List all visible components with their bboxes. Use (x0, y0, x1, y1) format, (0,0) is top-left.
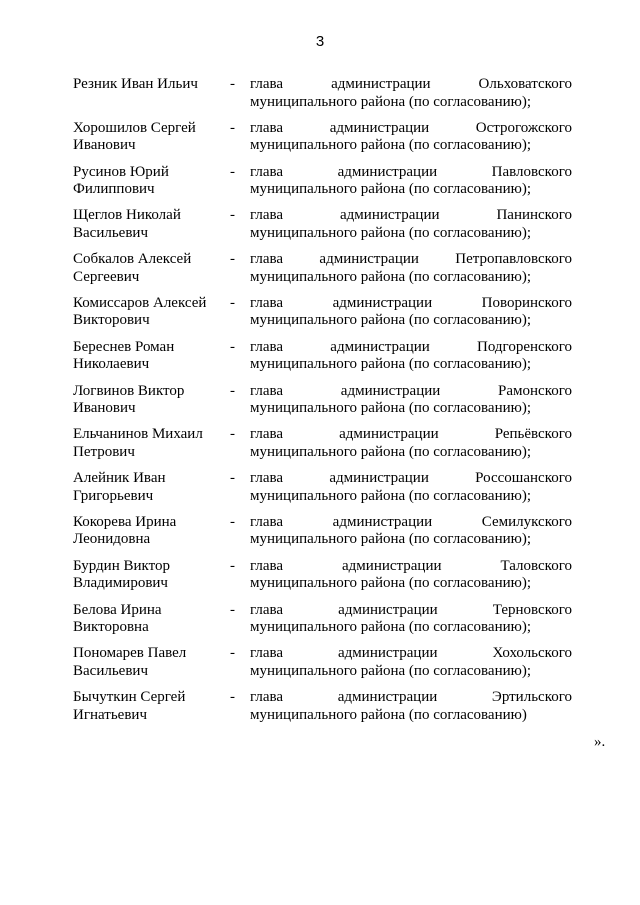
position-word-title: глава (250, 382, 284, 399)
dash-separator: - (230, 163, 235, 180)
position-word-district: Россошанского (475, 470, 572, 487)
member-position (250, 164, 572, 208)
position-word-title: глава (250, 119, 284, 136)
page-number: 3 (315, 33, 325, 50)
dash-separator: - (230, 76, 235, 92)
member-position (250, 251, 572, 295)
dash-separator: - (230, 470, 235, 487)
position-word-administration: администрации (342, 557, 442, 574)
dash-separator: - (230, 426, 235, 443)
position-line-1 (250, 514, 572, 532)
dash-separator: - (230, 338, 235, 355)
position-line-1 (250, 76, 572, 94)
position-word-title: глава (250, 251, 284, 268)
member-name: Ельчанинов Михаил Петрович (73, 426, 203, 460)
member-position (250, 645, 572, 689)
position-line-1 (250, 645, 572, 663)
position-line-2: муниципального района (по согласованию); (250, 181, 532, 198)
position-word-administration: администрации (340, 207, 440, 224)
position-line-1 (250, 339, 572, 357)
position-word-district: Репьёвского (494, 426, 572, 443)
position-line-1 (250, 120, 572, 138)
list-item (73, 339, 573, 383)
member-position (250, 383, 572, 427)
position-word-administration: администрации (338, 601, 438, 618)
member-name: Щеглов Николай Васильевич (73, 207, 181, 241)
position-word-title: глава (250, 76, 284, 92)
position-word-administration: администрации (338, 645, 438, 662)
position-word-title: глава (250, 426, 284, 443)
position-line-1 (250, 164, 572, 182)
member-position (250, 558, 572, 602)
member-name: Бычуткин Сергей Игнатьевич (73, 689, 186, 723)
dash-separator: - (230, 207, 235, 224)
position-word-administration: администрации (332, 513, 433, 530)
position-word-title: глава (250, 601, 284, 618)
dash-separator: - (230, 601, 235, 618)
position-word-district: Подгоренского (477, 338, 572, 355)
position-word-district: Ольховатского (478, 76, 572, 92)
member-name: Резник Иван Ильич (73, 76, 198, 92)
member-name: Алейник Иван Григорьевич (73, 470, 166, 504)
position-word-district: Таловского (500, 557, 572, 574)
position-line-1 (250, 426, 572, 444)
member-name: Русинов Юрий Филиппович (73, 163, 169, 198)
list-item (73, 295, 573, 339)
dash-separator: - (230, 645, 235, 662)
list-item (73, 689, 573, 733)
position-word-title: глава (250, 645, 284, 662)
member-position (250, 602, 572, 646)
member-name: Пономарев Павел Васильевич (73, 645, 187, 679)
position-word-district: Эртильского (491, 689, 572, 706)
position-word-district: Острогожского (475, 119, 572, 136)
position-line-2: муниципального района (по согласованию); (250, 531, 532, 548)
position-word-administration: администрации (337, 689, 438, 706)
closing-quote-mark: ». (594, 734, 606, 750)
list-item (73, 470, 573, 514)
position-line-2: муниципального района (по согласованию); (250, 443, 532, 460)
position-word-title: глава (250, 557, 284, 574)
position-word-district: Петропавловского (455, 251, 572, 268)
position-word-district: Хохольского (492, 645, 572, 662)
position-line-2: муниципального района (по согласованию); (250, 268, 532, 285)
list-item (73, 76, 573, 120)
dash-separator: - (230, 557, 235, 574)
list-item (73, 207, 573, 251)
position-word-district: Павловского (491, 163, 572, 180)
position-word-administration: администрации (330, 338, 430, 355)
position-line-2: муниципального района (по согласованию); (250, 575, 532, 592)
position-line-2: муниципального района (по согласованию); (250, 356, 532, 373)
position-word-title: глава (250, 207, 284, 224)
position-word-district: Поворинского (481, 294, 572, 311)
position-line-1 (250, 383, 572, 401)
dash-separator: - (230, 294, 235, 311)
member-list (73, 76, 573, 733)
list-item (73, 602, 573, 646)
position-line-2: муниципального района (по согласованию); (250, 400, 532, 417)
position-word-administration: администрации (337, 163, 438, 180)
dash-separator: - (230, 382, 235, 399)
member-position (250, 470, 572, 514)
member-position (250, 76, 572, 120)
member-name: Хорошилов Сергей Иванович (73, 119, 196, 154)
member-position (250, 689, 572, 733)
position-line-1 (250, 470, 572, 488)
position-word-district: Семилукского (481, 513, 572, 530)
position-line-2: муниципального района (по согласованию); (250, 619, 532, 636)
position-line-1 (250, 207, 572, 225)
position-word-district: Панинского (496, 207, 572, 224)
member-name: Кокорева Ирина Леонидовна (73, 513, 177, 548)
position-word-title: глава (250, 689, 284, 706)
dash-separator: - (230, 513, 235, 530)
position-word-title: глава (250, 338, 284, 355)
member-position (250, 120, 572, 164)
position-word-administration: администрации (340, 382, 441, 399)
list-item (73, 558, 573, 602)
position-line-1 (250, 295, 572, 313)
list-item (73, 426, 573, 470)
position-line-2: муниципального района (по согласованию); (250, 662, 532, 679)
list-item (73, 164, 573, 208)
position-word-title: глава (250, 163, 284, 180)
member-name: Белова Ирина Викторовна (73, 601, 162, 636)
position-line-2: муниципального района (по согласованию); (250, 312, 532, 329)
member-name: Комиссаров Алексей Викторович (73, 294, 207, 329)
position-word-district: Терновского (492, 601, 572, 618)
list-item (73, 251, 573, 295)
dash-separator: - (230, 251, 235, 268)
position-word-title: глава (250, 294, 284, 311)
member-position (250, 295, 572, 339)
member-position (250, 339, 572, 383)
member-name: Береснев Роман Николаевич (73, 338, 175, 373)
position-word-administration: администрации (329, 470, 429, 487)
member-name: Бурдин Виктор Владимирович (73, 557, 170, 592)
position-line-1 (250, 251, 572, 269)
position-word-district: Рамонского (498, 382, 572, 399)
list-item (73, 120, 573, 164)
member-position (250, 207, 572, 251)
position-word-administration: администрации (331, 76, 431, 92)
list-item (73, 383, 573, 427)
position-word-administration: администрации (339, 426, 439, 443)
position-word-administration: администрации (332, 294, 433, 311)
position-line-2: муниципального района (по согласованию); (250, 224, 532, 241)
position-word-title: глава (250, 513, 284, 530)
member-name: Логвинов Виктор Иванович (73, 382, 185, 417)
position-line-1 (250, 558, 572, 576)
member-position (250, 426, 572, 470)
position-line-1 (250, 602, 572, 620)
member-name: Собкалов Алексей Сергеевич (73, 251, 192, 285)
position-line-2: муниципального района (по согласованию); (250, 137, 532, 154)
position-word-administration: администрации (319, 251, 419, 268)
dash-separator: - (230, 689, 235, 706)
position-word-administration: администрации (329, 119, 430, 136)
position-line-2: муниципального района (по согласованию); (250, 487, 532, 504)
dash-separator: - (230, 119, 235, 136)
list-item (73, 645, 573, 689)
list-item (73, 514, 573, 558)
position-line-2: муниципального района (по согласованию) (250, 706, 527, 723)
position-word-title: глава (250, 470, 284, 487)
position-line-1 (250, 689, 572, 707)
position-line-2: муниципального района (по согласованию); (250, 93, 532, 110)
member-position (250, 514, 572, 558)
